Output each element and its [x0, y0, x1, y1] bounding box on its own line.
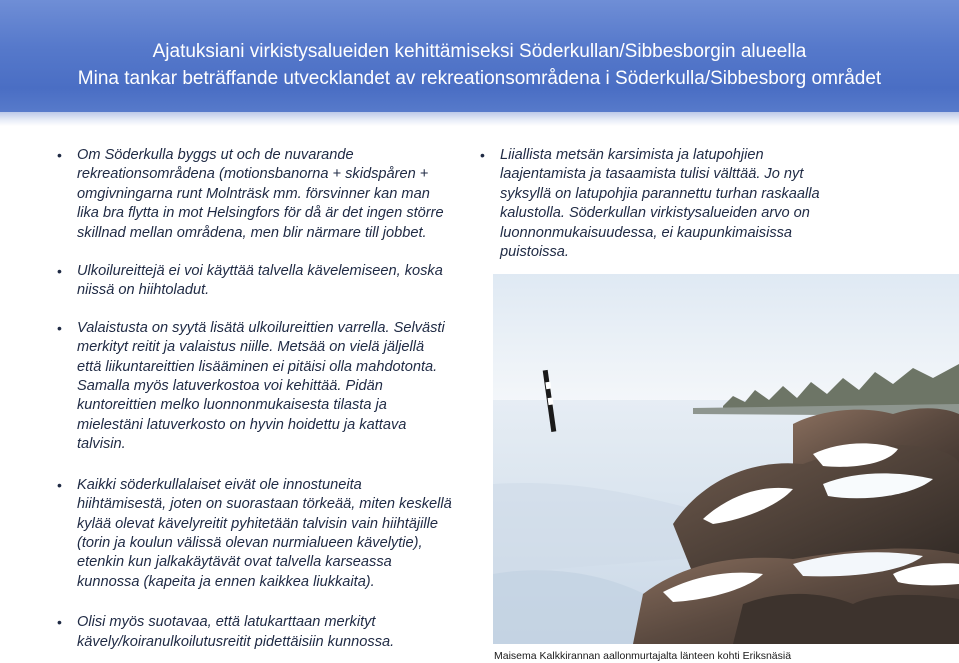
bullet-item: • Ulkoilureittejä ei voi käyttää talvella kävelemiseen, koska niissä on hiihtoladut. [57, 262, 452, 301]
left-bullet-list [57, 146, 452, 652]
title-finnish: Ajatuksiani virkistysalueiden kehittämiseksi Söderkullan/Sibbesborgin alueella [152, 41, 807, 62]
bullet-item: • Om Söderkulla byggs ut och de nuvarande rekreationsområdena (motionsbanorna + skidspåren + omgivningarna runt Molnträsk mm. försvinner kan man lika bra flytta in mot Helsingfors för då är det ingen större skillnad mellan områdena, men blir närmare till jobbet. [57, 146, 452, 243]
page-title [0, 38, 959, 92]
photo-caption: Maisema Kalkkirannan aallonmurtajalta länteen kohti Eriksnäsiä [494, 650, 792, 662]
banner-fade [0, 112, 959, 126]
bullet-item: • Olisi myös suotavaa, että latukarttaan merkityt kävely/koiranulkoilutusreitit pidettäisiin kunnossa. [57, 613, 452, 652]
title-swedish: Mina tankar beträffande utvecklandet av rekreationsområdena i Söderkulla/Sibbesborg området [77, 68, 882, 89]
bullet-item: • Valaistusta on syytä lisätä ulkoilureittien varrella. Selvästi merkityt reitit ja valaistus niille. Metsää on vielä jäljellä että liikuntareittien lisääminen ei pitäisi olla mahdotonta. Samalla myös latuverkostoa voi kehittää. Pidän kuntoreittien melko luonnonmukaisesta tilasta ja mielestäni latuverkosto on hyvin hoidettu ja kattava talvisin. [57, 319, 452, 455]
bullet-item: • Liiallista metsän karsimista ja latupohjien laajentamista ja tasaamista tulisi välttää. Jo nyt syksyllä on latupohjia parannettu turhan raskaalla kalustolla. Söderkullan virkistysalueiden arvo on luonnonmukaisuudessa, ei kaupunkimaisissa puistoissa. [480, 146, 835, 262]
photo-illustration [493, 274, 959, 644]
bullet-item: • Kaikki söderkullalaiset eivät ole innostuneita hiihtämisestä, joten on suorastaan törkeää, miten keskellä kylää olevat kävelyreitit pyhitetään talvisin vain hiihtäjille (torin ja koulun välissä olevan nurmialueen kävelytie), etenkin kun jalkakäytävät ovat talvella karseassa kunnossa (kapeita ja ennen kaikkea liukkaita). [57, 476, 452, 592]
right-bullet-list [480, 146, 835, 262]
winter-landscape-photo [493, 274, 959, 644]
